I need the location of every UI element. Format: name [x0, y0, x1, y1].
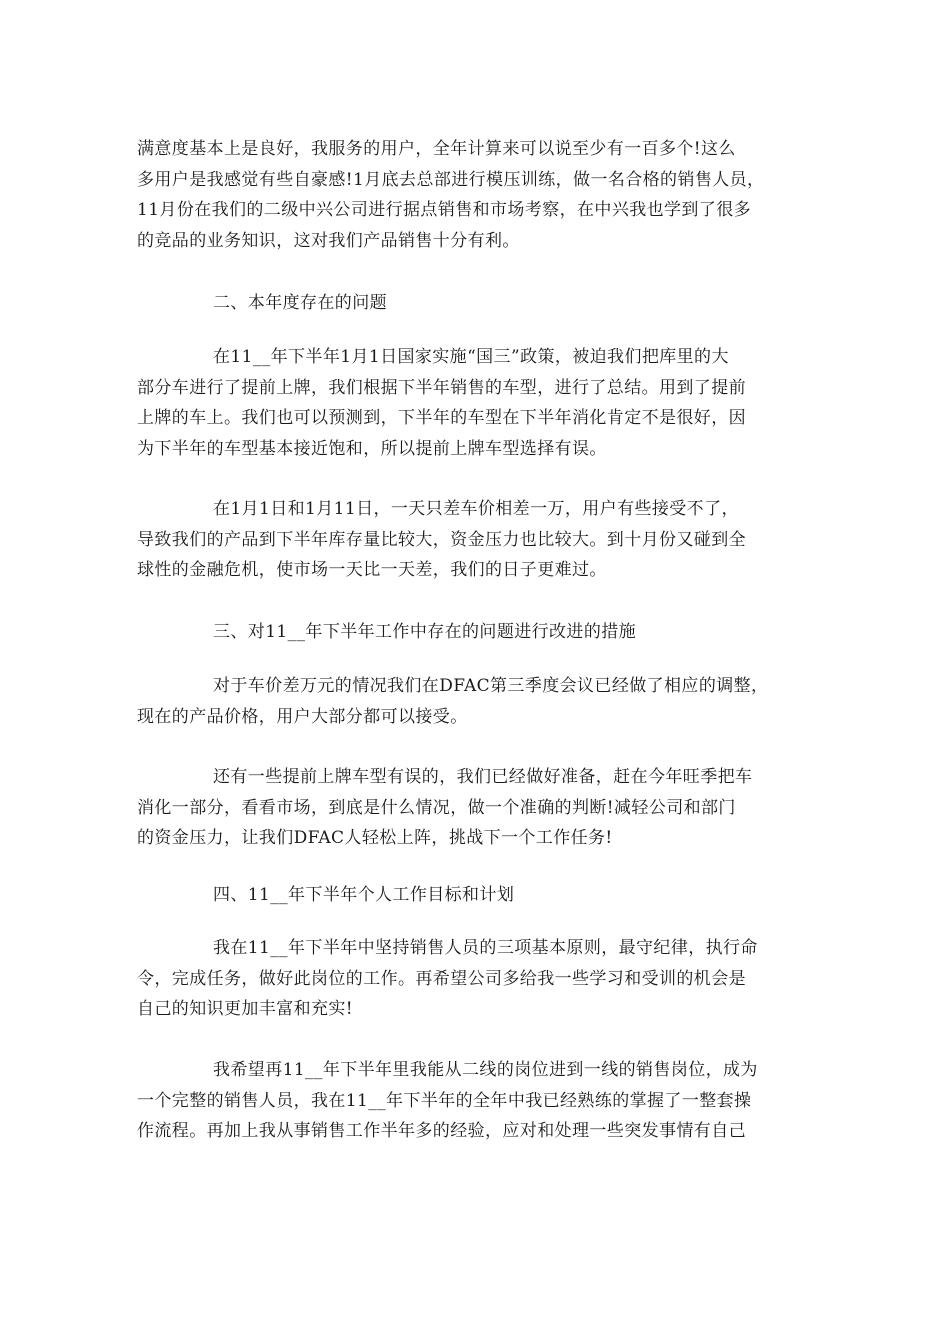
paragraph-line: 在11__年下半年1月1日国家实施“国三”政策，被迫我们把库里的大: [213, 347, 729, 367]
paragraph-satisfaction: [137, 134, 827, 256]
paragraph-line: 消化一部分，看看市场，到底是什么情况，做一个准确的判断!减轻公司和部门: [137, 797, 736, 818]
paragraph-line: 令，完成任务，做好此岗位的工作。再希望公司多给我一些学习和受训的机会是: [137, 968, 746, 989]
paragraph-line: 一个完整的销售人员，我在11__年下半年的全年中我已经熟练的掌握了一整套操: [137, 1090, 752, 1111]
heading-text: 四、11__年下半年个人工作目标和计划: [213, 885, 515, 905]
heading-text: 二、本年度存在的问题: [213, 293, 387, 313]
paragraph-adjust: [137, 671, 827, 732]
paragraph-line: 现在的产品价格，用户大部分都可以接受。: [137, 706, 468, 727]
paragraph-line: 球性的金融危机，使市场一天比一天差，我们的日子更难过。: [137, 560, 607, 581]
paragraph-policy: [137, 342, 827, 464]
paragraph-prepare: [137, 762, 827, 854]
section-heading-problems: [137, 288, 827, 319]
paragraph-hope: [137, 1055, 827, 1147]
paragraph-line: 作流程。再加上我从事销售工作半年多的经验，应对和处理一些突发事情有自己: [137, 1121, 746, 1142]
section-heading-goals: [137, 880, 827, 911]
paragraph-principles: [137, 933, 827, 1025]
paragraph-line: 为下半年的车型基本接近饱和，所以提前上牌车型选择有误。: [137, 438, 607, 459]
paragraph-line: 部分车进行了提前上牌，我们根据下半年销售的车型，进行了总结。用到了提前: [137, 377, 746, 398]
paragraph-line: 还有一些提前上牌车型有误的，我们已经做好准备，赶在今年旺季把车: [213, 767, 753, 787]
heading-text: 三、对11__年下半年工作中存在的问题进行改进的措施: [213, 622, 637, 642]
paragraph-price-gap: [137, 494, 827, 586]
paragraph-line: 多用户是我感觉有些自豪感!1月底去总部进行模压训练，做一名合格的销售人员，: [137, 169, 765, 190]
paragraph-line: 我在11__年下半年中坚持销售人员的三项基本原则，最守纪律，执行命: [213, 938, 758, 958]
paragraph-line: 在1月1日和1月11日，一天只差车价相差一万，用户有些接受不了，: [213, 499, 739, 519]
paragraph-line: 导致我们的产品到下半年库存量比较大，资金压力也比较大。到十月份又碰到全: [137, 529, 746, 550]
paragraph-line: 的竞品的业务知识，这对我们产品销售十分有利。: [137, 230, 520, 251]
paragraph-line: 自己的知识更加丰富和充实!: [137, 999, 354, 1020]
paragraph-line: 我希望再11__年下半年里我能从二线的岗位进到一线的销售岗位，成为: [213, 1060, 758, 1080]
paragraph-line: 的资金压力，让我们DFAC人轻松上阵，挑战下一个工作任务!: [137, 828, 613, 849]
paragraph-line: 上牌的车上。我们也可以预测到，下半年的车型在下半年消化肯定不是很好，因: [137, 408, 746, 429]
section-heading-measures: [137, 617, 827, 648]
paragraph-line: 满意度基本上是良好，我服务的用户，全年计算来可以说至少有一百多个!这么: [137, 139, 736, 159]
paragraph-line: 11月份在我们的二级中兴公司进行据点销售和市场考察，在中兴我也学到了很多: [137, 200, 752, 221]
paragraph-line: 对于车价差万元的情况我们在DFAC第三季度会议已经做了相应的调整，: [213, 676, 769, 696]
